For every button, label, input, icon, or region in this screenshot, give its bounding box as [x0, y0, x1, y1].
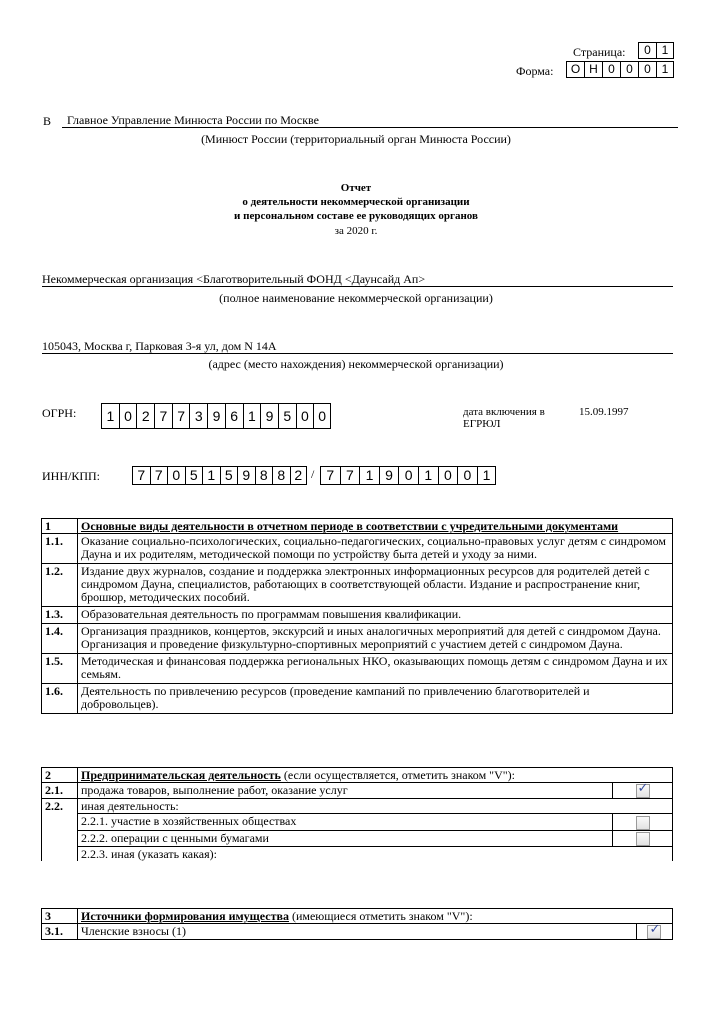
- inn-cell-3: 0: [167, 466, 185, 485]
- row-text: Методическая и финансовая поддержка региональных НКО, оказывающих помощь детям с синдромом Дауна и их семьям.: [78, 654, 673, 684]
- inn-kpp-label: ИНН/КПП:: [42, 469, 101, 483]
- check-mark-icon: ✓: [649, 922, 661, 938]
- ogrn-cell-13: 0: [313, 403, 331, 429]
- ogrn-cell-2: 0: [119, 403, 137, 429]
- row-2-2-text: иная деятельность:: [78, 799, 673, 814]
- kpp-cells: [320, 466, 496, 485]
- ogrn-cell-4: 7: [154, 403, 172, 429]
- check-mark-icon: ✓: [637, 781, 649, 797]
- row-text: Оказание социально-психологических, социально-педагогических, социально-правовых услуг детям с синдромом Дауна и их родителям, методической помощи по устройству быта детей и уходу за ними.: [78, 534, 673, 564]
- section-1-row: [42, 607, 673, 624]
- egrul-date-label-line-1: дата включения в: [463, 406, 545, 418]
- page-label: Страница:: [573, 45, 626, 59]
- section-3-number: 3: [42, 909, 78, 924]
- row-2-1-check-cell: [613, 783, 673, 799]
- section-2-number: 2: [42, 768, 78, 783]
- form-cell-5: 0: [638, 61, 656, 78]
- section-3-table: [41, 908, 673, 940]
- inn-cells: [132, 466, 307, 485]
- inn-cell-8: 8: [255, 466, 273, 485]
- egrul-date-label-line-2: ЕГРЮЛ: [463, 418, 501, 430]
- inn-cell-5: 1: [202, 466, 220, 485]
- page-number-cells: [638, 42, 674, 59]
- section-1-heading: Основные виды деятельности в отчетном периоде в соответствии с учредительными документами: [78, 519, 673, 534]
- ogrn-cell-9: 1: [243, 403, 261, 429]
- inn-cell-4: 5: [185, 466, 203, 485]
- page-cell-2: 1: [656, 42, 674, 59]
- row-2-1-text: продажа товаров, выполнение работ, оказание услуг: [78, 783, 613, 799]
- form-cell-6: 1: [656, 61, 674, 78]
- row-2-2-1-check-cell: [613, 814, 673, 830]
- ogrn-cell-11: 5: [278, 403, 296, 429]
- checkbox-2-2-1[interactable]: [636, 816, 650, 830]
- ogrn-cell-5: 7: [172, 403, 190, 429]
- form-cell-3: 0: [602, 61, 620, 78]
- inn-cell-10: 2: [290, 466, 308, 485]
- kpp-cell-9: 1: [477, 466, 497, 485]
- ogrn-cell-10: 9: [260, 403, 278, 429]
- section-3-heading-bold: Источники формирования имущества: [81, 909, 289, 923]
- report-title: [0, 181, 712, 223]
- inn-cell-1: 7: [132, 466, 150, 485]
- section-1-heading-row: [42, 519, 673, 534]
- inn-cell-9: 8: [272, 466, 290, 485]
- ogrn-cell-3: 2: [136, 403, 154, 429]
- checkbox-2-1[interactable]: [636, 781, 650, 798]
- egrul-date-value: 15.09.1997: [579, 406, 629, 418]
- section-2-row-2-1: [42, 783, 673, 799]
- section-2-heading: [78, 768, 673, 783]
- kpp-cell-8: 0: [457, 466, 477, 485]
- report-period: за 2020 г.: [334, 225, 378, 237]
- title-line-1: Отчет: [340, 182, 372, 194]
- section-2-heading-row: [42, 768, 673, 783]
- row-2-2-1-text: 2.2.1. участие в хозяйственных обществах: [78, 814, 613, 830]
- section-2-heading-rest: (если осуществляется, отметить знаком "V"):: [280, 768, 515, 782]
- form-cell-1: О: [566, 61, 584, 78]
- kpp-cell-4: 9: [379, 466, 399, 485]
- recipient-caption: (Минюст России (территориальный орган Минюста России): [201, 132, 511, 146]
- section-1-row: [42, 534, 673, 564]
- row-2-2-2-check-cell: [613, 830, 673, 846]
- organization-name-caption: (полное наименование некоммерческой организации): [219, 291, 493, 305]
- kpp-cell-3: 1: [359, 466, 379, 485]
- row-number: 1.1.: [42, 534, 78, 564]
- row-text: Образовательная деятельность по программам повышения квалификации.: [78, 607, 673, 624]
- form-code-cells: [566, 61, 674, 78]
- recipient-prefix: В: [43, 114, 52, 128]
- kpp-cell-2: 7: [340, 466, 360, 485]
- organization-address-caption: (адрес (место нахождения) некоммерческой организации): [208, 357, 504, 371]
- checkbox-3-1[interactable]: [647, 922, 661, 939]
- section-3-heading: [78, 909, 673, 924]
- section-3-heading-rest: (имеющиеся отметить знаком "V"):: [288, 909, 473, 923]
- row-2-2-number: 2.2.: [42, 799, 78, 861]
- row-3-1-text: Членские взносы (1): [78, 924, 637, 940]
- ogrn-cell-8: 6: [225, 403, 243, 429]
- title-line-3: и персональном составе ее руководящих органов: [234, 210, 478, 222]
- row-number: 1.3.: [42, 607, 78, 624]
- inn-cell-7: 9: [237, 466, 255, 485]
- row-number: 1.4.: [42, 624, 78, 654]
- row-3-1-number: 3.1.: [42, 924, 78, 940]
- row-text: Деятельность по привлечению ресурсов (проведение кампаний по привлечению благотворителей и добровольцев).: [78, 684, 673, 714]
- row-2-2-3-text: 2.2.3. иная (указать какая):: [78, 846, 673, 861]
- title-line-2: о деятельности некоммерческой организации: [242, 196, 470, 208]
- checkbox-2-2-2[interactable]: [636, 832, 650, 846]
- inn-cell-2: 7: [150, 466, 168, 485]
- section-1-row: [42, 684, 673, 714]
- section-1-row: [42, 654, 673, 684]
- ogrn-cell-6: 3: [189, 403, 207, 429]
- inn-cell-6: 5: [220, 466, 238, 485]
- section-3-row-3-1: [42, 924, 673, 940]
- section-2-row-2-2-3: [42, 846, 673, 861]
- section-2-row-2-2: [42, 799, 673, 814]
- ogrn-cell-7: 9: [207, 403, 225, 429]
- kpp-cell-5: 0: [398, 466, 418, 485]
- organization-name: Некоммерческая организация <Благотворительный ФОНД <Даунсайд Ап>: [42, 272, 673, 287]
- row-text: Издание двух журналов, создание и поддержка электронных информационных ресурсов для родителей детей с синдромом Дауна, специалистов, работающих в соответствующей области. Издание и распространение книг, брошюр, методических пособий.: [78, 564, 673, 607]
- row-text: Организация праздников, концертов, экскурсий и иных аналогичных мероприятий для детей с синдромом Дауна. Организация и проведение физкультурно-спортивных мероприятий с участием детей с синдромом Дауна.: [78, 624, 673, 654]
- recipient-name: Главное Управление Минюста России по Москве: [62, 113, 678, 128]
- row-2-1-number: 2.1.: [42, 783, 78, 799]
- form-cell-4: 0: [620, 61, 638, 78]
- ogrn-cell-1: 1: [101, 403, 119, 429]
- section-1-number: 1: [42, 519, 78, 534]
- row-3-1-check-cell: [636, 924, 672, 940]
- row-number: 1.6.: [42, 684, 78, 714]
- kpp-cell-7: 0: [438, 466, 458, 485]
- section-2-table: [41, 767, 673, 861]
- form-label: Форма:: [516, 64, 554, 78]
- section-2-row-2-2-1: [42, 814, 673, 830]
- row-2-2-2-text: 2.2.2. операции с ценными бумагами: [78, 830, 613, 846]
- row-number: 1.2.: [42, 564, 78, 607]
- section-2-row-2-2-2: [42, 830, 673, 846]
- form-cell-2: Н: [584, 61, 602, 78]
- ogrn-cell-12: 0: [296, 403, 314, 429]
- section-2-heading-bold: Предпринимательская деятельность: [81, 768, 281, 782]
- row-number: 1.5.: [42, 654, 78, 684]
- page-cell-1: 0: [638, 42, 656, 59]
- inn-kpp-separator: /: [311, 467, 315, 481]
- ogrn-label: ОГРН:: [42, 406, 77, 420]
- section-1-row: [42, 624, 673, 654]
- section-1-table: [41, 518, 673, 714]
- kpp-cell-1: 7: [320, 466, 340, 485]
- section-1-row: [42, 564, 673, 607]
- section-3-heading-row: [42, 909, 673, 924]
- egrul-date-label: [463, 406, 545, 430]
- organization-address: 105043, Москва г, Парковая 3-я ул, дом N 14А: [42, 339, 673, 354]
- kpp-cell-6: 1: [418, 466, 438, 485]
- ogrn-cells: [101, 403, 331, 429]
